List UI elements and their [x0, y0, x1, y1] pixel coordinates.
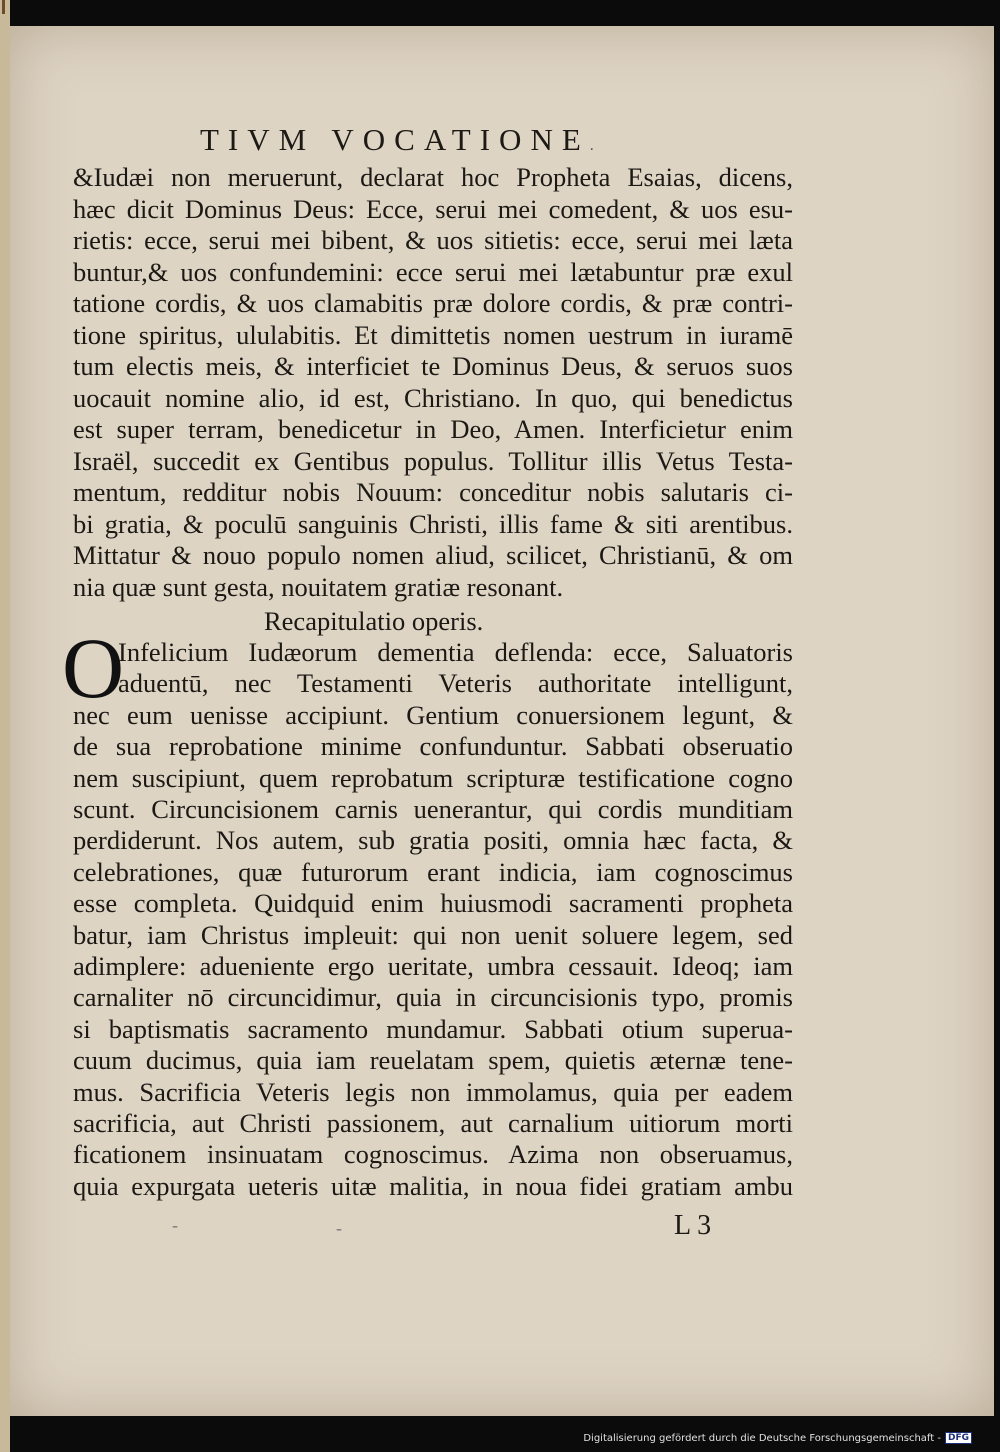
text-line: Mittatur & nouo populo nomen aliud, scilicet, Christianū, & om [73, 540, 793, 570]
digitization-credit [583, 1432, 972, 1444]
text-line: quia expurgata ueteris uitæ malitia, in noua fidei gratiam ambu [73, 1170, 793, 1201]
text-line: nec eum uenisse accipiunt. Gentium conuersionem legunt, & [73, 699, 793, 730]
text-line: tatione cordis, & uos clamabitis præ dolore cordis, & præ contri- [73, 288, 793, 318]
text-line: mus. Sacrificia Veteris legis non immolamus, quia per eadem [73, 1076, 793, 1107]
running-header-text: TIVM VOCATIONE [200, 122, 590, 157]
text-line: uocauit nomine alio, id est, Christiano. In quo, qui benedictus [73, 382, 793, 413]
dfg-logo: DFG [945, 1432, 972, 1444]
text-line: adimplere: adueniente ergo ueritate, umbra cessauit. Ideoq; iam [73, 951, 793, 981]
text-line: batur, iam Christus impleuit: qui non uenit soluere legem, sed [73, 919, 793, 950]
text-line: est super terram, benedicetur in Deo, Amen. Interficietur enim [73, 414, 793, 444]
drop-capital: O [62, 620, 125, 716]
text-line: buntur,& uos confundemini: ecce serui mei lætabuntur præ exul [73, 256, 793, 287]
text-line: tum electis meis, & interficiet te Dominus Deus, & seruos suos [73, 351, 793, 381]
footer-mark-dash: - [172, 1215, 178, 1235]
text-line: rietis: ecce, serui mei bibent, & uos sitietis: ecce, serui mei læta [73, 225, 793, 255]
text-line: Infelicium Iudæorum dementia deflenda: ecce, Saluatoris [118, 637, 793, 667]
text-line: hæc dicit Dominus Deus: Ecce, serui mei comedent, & uos esu- [73, 193, 793, 224]
section-title: Recapitulatio operis. [264, 606, 484, 636]
signature-mark: L 3 [674, 1210, 712, 1241]
text-line: mentum, redditur nobis Nouum: conceditur nobis salutaris ci- [73, 477, 793, 507]
text-line: nia quæ sunt gesta, nouitatem gratiæ resonant. [73, 571, 564, 602]
text-line: &Iudæi non meruerunt, declarat hoc Propheta Esaias, dicens, [73, 162, 793, 192]
footer-mark-dash: - [336, 1218, 342, 1238]
text-line: nem suscipiunt, quem reprobatum scripturæ testificatione cogno [73, 762, 793, 793]
text-line: scunt. Circuncisionem carnis uenerantur, qui cordis munditiam [73, 794, 793, 824]
text-line: ficationem insinuatam cognoscimus. Azima non obseruamus, [73, 1139, 793, 1170]
text-line: bi gratia, & poculū sanguinis Christi, illis fame & siti arentibus. [73, 508, 793, 539]
header-dot: . [589, 137, 594, 154]
text-line: esse completa. Quidquid enim huiusmodi sacramenti propheta [73, 888, 793, 919]
text-line: si baptismatis sacramento mundamur. Sabbati otium superua- [73, 1013, 793, 1044]
text-line: cuum ducimus, quia iam reuelatam spem, quietis æternæ tene- [73, 1045, 793, 1076]
credit-text: Digitalisierung gefördert durch die Deutsche Forschungsgemeinschaft - [583, 1432, 941, 1444]
text-line: celebrationes, quæ futurorum erant indicia, iam cognoscimus [73, 856, 793, 887]
text-line: aduentū, nec Testamenti Veteris authoritate intelligunt, [118, 668, 793, 699]
text-line: perdiderunt. Nos autem, sub gratia positi, omnia hæc facta, & [73, 825, 793, 856]
text-line: Israël, succedit ex Gentibus populus. Tollitur illis Vetus Testa- [73, 445, 793, 476]
text-line: sacrificia, aut Christi passionem, aut carnalium uitiorum morti [73, 1108, 793, 1138]
text-line: de sua reprobatione minime confunduntur. Sabbati obseruatio [73, 731, 793, 762]
text-line: carnaliter nō circuncidimur, quia in circuncisionis typo, promis [73, 982, 793, 1013]
text-line: tione spiritus, ululabitis. Et dimittetis nomen uestrum in iuramē [73, 319, 793, 350]
